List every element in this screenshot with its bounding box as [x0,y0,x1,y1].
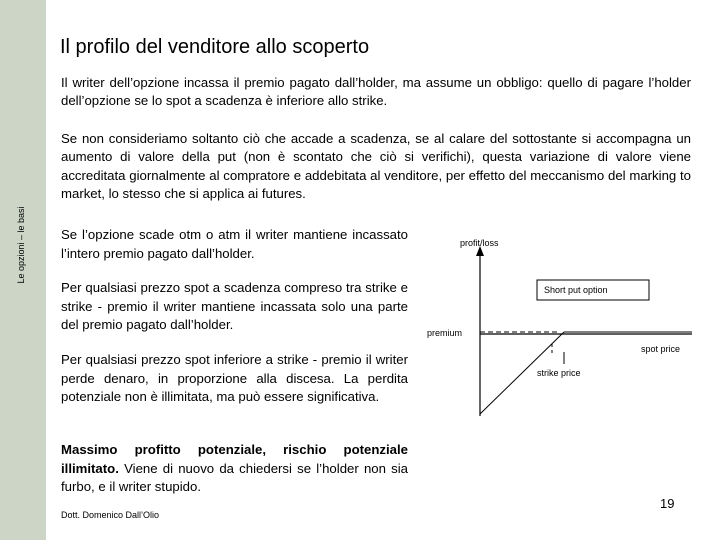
bullet-below-strike: Per qualsiasi prezzo spot inferiore a strike - premio il writer perde denaro, in proporzione alla discesa. La perdita potenziale non è illimitata, ma può essere significativa. [61,352,408,405]
premium-label: premium [427,328,463,338]
y-axis-label: profit/loss [460,238,499,248]
author: Dott. Domenico Dall’Olio [61,510,160,520]
conclusion-bold: Massimo profitto potenziale, rischio potenziale illimitato. [61,442,408,476]
bullet-otm-atm: Se l’opzione scade otm o atm il writer mantiene incassato l’intero premio pagato dall’holder. [61,227,408,261]
slide-title: Il profilo del venditore allo scoperto [60,36,370,58]
paragraph-writer-obligation: Il writer dell’opzione incassa il premio pagato dall’holder, ma assume un obbligo: quello di pagare l’holder dell’opzione se lo spot a scadenza è inferiore allo strike. [61,75,691,109]
conclusion-rest: Viene di nuovo da chiedersi se l’holder non sia furbo, e il writer stupido. [61,460,408,495]
paragraph-marking-to-market: Se non consideriamo soltanto ciò che accade a scadenza, se al calare del sottostante si accompagna un aumento di valore della put (non è scontato che ciò si verifichi), questa variazione di valore viene accreditata giornalmente al compratore e addebitata al venditore, per effetto del meccanismo del marking to market, lo stesso che si applica ai futures. [61,131,691,202]
page-number: 19 [660,496,675,511]
sidebar-label: Le opzioni – le basi [16,206,26,284]
strike-label: strike price [537,368,581,378]
short-put-payoff-diagram [420,228,710,428]
conclusion [61,441,408,497]
x-axis-label: spot price [641,344,681,354]
legend-box-label: Short put option [544,285,608,295]
bullet-between-strike: Per qualsiasi prezzo spot a scadenza compreso tra strike e strike - premio il writer mantiene incassata solo una parte del premio pagato dall’holder. [61,280,408,333]
